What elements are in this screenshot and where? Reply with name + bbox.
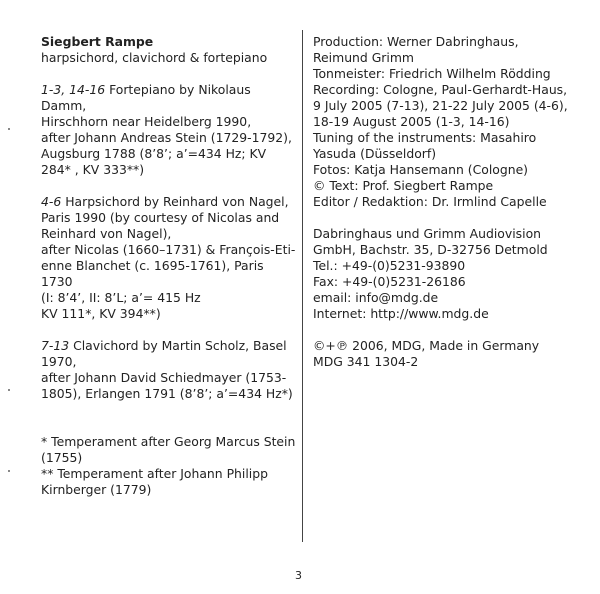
credit-line: 9 July 2005 (7-13), 21-22 July 2005 (4-6), bbox=[313, 98, 568, 113]
footnote-line: * Temperament after Georg Marcus Stein bbox=[41, 434, 296, 449]
entry-line: Augsburg 1788 (8’8’; a’=434 Hz; KV bbox=[41, 146, 267, 161]
instrument-entry-harpsichord bbox=[41, 194, 299, 322]
scan-mark bbox=[8, 470, 10, 472]
artist-instruments: harpsichord, clavichord & fortepiano bbox=[41, 50, 268, 65]
address-line: Tel.: +49-(0)5231-93890 bbox=[313, 258, 466, 273]
entry-line: 4-6 Harpsichord by Reinhard von Nagel, bbox=[41, 194, 289, 209]
copyright-line: ©+℗ 2006, MDG, Made in Germany bbox=[313, 338, 540, 353]
page-number: 3 bbox=[295, 569, 302, 582]
instrument-entry-fortepiano bbox=[41, 82, 299, 178]
credit-line: Fotos: Katja Hansemann (Cologne) bbox=[313, 162, 529, 177]
artist-name: Siegbert Rampe bbox=[41, 34, 154, 49]
credit-line: Tuning of the instruments: Masahiro bbox=[313, 130, 537, 145]
address-line: Internet: http://www.mdg.de bbox=[313, 306, 489, 321]
entry-line: (I: 8’4’, II: 8’L; a’= 415 Hz bbox=[41, 290, 201, 305]
footnote-line: (1755) bbox=[41, 450, 83, 465]
track-range: 4-6 bbox=[41, 194, 62, 209]
track-range: 1-3, 14-16 bbox=[41, 82, 106, 97]
entry-line: after Nicolas (1660–1731) & François-Eti- bbox=[41, 242, 296, 257]
footnotes bbox=[41, 434, 299, 498]
company-address bbox=[313, 226, 573, 322]
address-line: email: info@mdg.de bbox=[313, 290, 439, 305]
entry-line: Paris 1990 (by courtesy of Nicolas and bbox=[41, 210, 280, 225]
catalog-number: MDG 341 1304-2 bbox=[313, 354, 419, 369]
left-column bbox=[41, 34, 299, 498]
entry-line: Hirschhorn near Heidelberg 1990, bbox=[41, 114, 252, 129]
right-column bbox=[313, 34, 573, 370]
track-range: 7-13 bbox=[41, 338, 70, 353]
entry-line: 284* , KV 333**) bbox=[41, 162, 145, 177]
entry-line: enne Blanchet (c. 1695-1761), Paris 1730 bbox=[41, 258, 264, 289]
production-credits bbox=[313, 34, 573, 210]
footnote-line: ** Temperament after Johann Philipp bbox=[41, 466, 268, 481]
footnote-line: Kirnberger (1779) bbox=[41, 482, 152, 497]
entry-line: 1-3, 14-16 Fortepiano by Nikolaus Damm, bbox=[41, 82, 251, 113]
credit-line: Editor / Redaktion: Dr. Irmlind Capelle bbox=[313, 194, 547, 209]
credit-line: 18-19 August 2005 (1-3, 14-16) bbox=[313, 114, 510, 129]
credit-line: Yasuda (Düsseldorf) bbox=[313, 146, 437, 161]
scan-mark bbox=[8, 128, 10, 130]
entry-line: 1805), Erlangen 1791 (8’8’; a’=434 Hz*) bbox=[41, 386, 293, 401]
column-divider bbox=[302, 30, 303, 542]
entry-line: KV 111*, KV 394**) bbox=[41, 306, 161, 321]
scan-mark bbox=[8, 389, 10, 391]
credit-line: © Text: Prof. Siegbert Rampe bbox=[313, 178, 494, 193]
entry-line: 1970, bbox=[41, 354, 77, 369]
credit-line: Tonmeister: Friedrich Wilhelm Rödding bbox=[313, 66, 551, 81]
instrument-entry-clavichord bbox=[41, 338, 299, 402]
address-line: GmbH, Bachstr. 35, D-32756 Detmold bbox=[313, 242, 548, 257]
entry-line: after Johann David Schiedmayer (1753- bbox=[41, 370, 287, 385]
entry-line: Reinhard von Nagel), bbox=[41, 226, 172, 241]
credit-line: Reimund Grimm bbox=[313, 50, 414, 65]
entry-line: after Johann Andreas Stein (1729-1792), bbox=[41, 130, 292, 145]
copyright bbox=[313, 338, 573, 370]
credit-line: Recording: Cologne, Paul-Gerhardt-Haus, bbox=[313, 82, 568, 97]
entry-line: 7-13 Clavichord by Martin Scholz, Basel bbox=[41, 338, 287, 353]
address-line: Dabringhaus und Grimm Audiovision bbox=[313, 226, 541, 241]
credit-line: Production: Werner Dabringhaus, bbox=[313, 34, 519, 49]
address-line: Fax: +49-(0)5231-26186 bbox=[313, 274, 466, 289]
